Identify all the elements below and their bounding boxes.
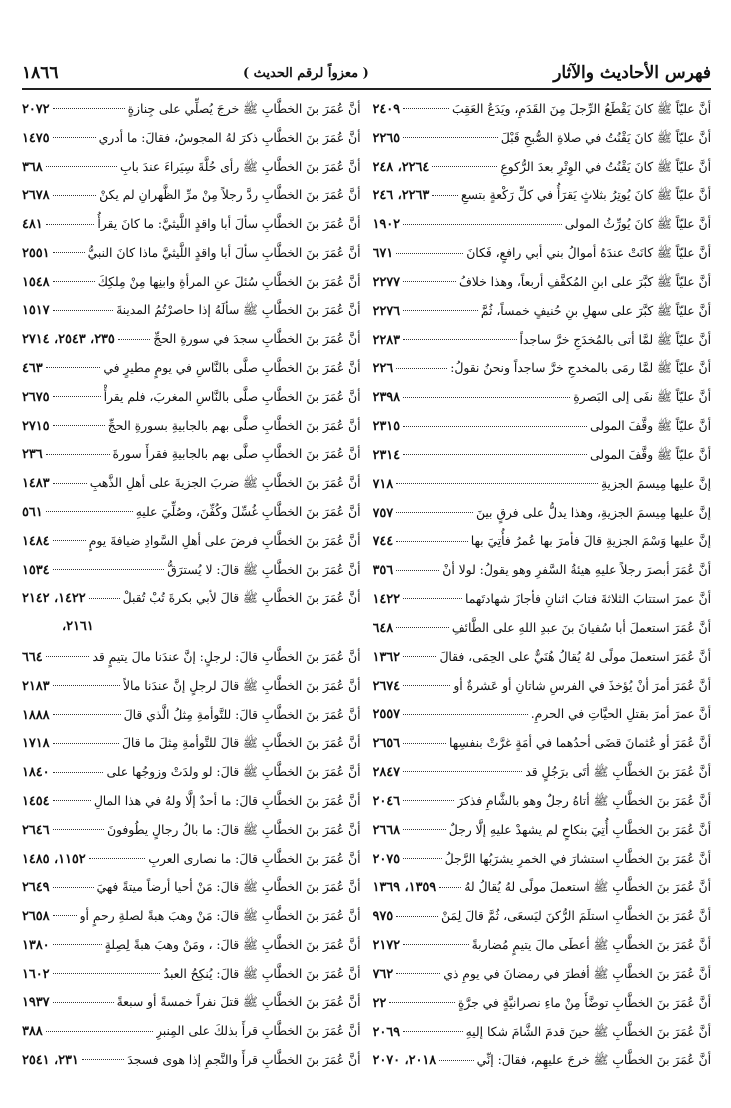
leader-dots [46, 453, 110, 455]
entry-text: أنَّ عُمَرَ بنَ الخطَّابِ ﷺ قالَ: لو ولدَتْ وزوجُها على [106, 765, 361, 780]
page-header [22, 58, 711, 90]
hadith-number: ٢٠٦٩ [372, 1024, 400, 1040]
leader-dots [403, 223, 562, 225]
hadith-number: ٢٦٤٦ [22, 822, 50, 838]
index-entry [373, 584, 712, 613]
hadith-number: ٢٦٦٨ [372, 822, 400, 838]
hadith-number: ٦٧١ [372, 246, 394, 262]
entry-text: أنَّ عُمَرَ بنَ الخطَّابِ ﷺ ضربَ الجزيةَ على أهلِ الذَّهبِ [89, 476, 361, 491]
leader-dots [53, 482, 87, 484]
hadith-number: ٧٤٤ [372, 534, 394, 550]
leader-dots [118, 338, 150, 340]
index-entry [22, 959, 361, 988]
hadith-number: ٢٢٦٣، ٢٤٦ [372, 188, 430, 204]
hadith-number: ١٩٣٧ [22, 995, 50, 1011]
leader-dots [403, 943, 469, 945]
index-entry [373, 671, 712, 700]
hadith-number: ٢٧١٥ [22, 418, 50, 434]
entry-text: أنَّ عُمَرَ بنَ الخطَّابِ صلَّى بالنَّاسِ المغربَ، فلم يقرأْ [103, 389, 361, 404]
index-entry [373, 325, 712, 354]
index-entry [22, 353, 361, 382]
leader-dots [53, 136, 96, 138]
hadith-number: ٧٥٧ [372, 505, 394, 521]
hadith-number: ٣٦٨ [22, 159, 43, 175]
page-number: ١٨٦٦ [22, 63, 59, 83]
leader-dots [403, 1030, 463, 1032]
leader-dots [403, 309, 478, 311]
entry-text: أنَّ عُمَرَ بنَ الخطَّابِ ﷺ قتلَ نفراً خمسةً أو سبعةً [116, 995, 361, 1010]
leader-dots [46, 655, 90, 657]
leader-dots [396, 367, 447, 369]
index-entry [373, 728, 712, 757]
leader-dots [403, 857, 442, 859]
leader-dots [396, 511, 473, 513]
leader-dots [403, 828, 446, 830]
index-entry [373, 901, 712, 930]
entry-text: إنَّ عليها وَسْمَ الجزيةِ قالَ فأمرَ بها عُمرُ فأُتِيَ بها [470, 534, 711, 549]
index-entry [373, 988, 712, 1017]
index-entry [373, 296, 712, 325]
leader-dots [53, 539, 86, 541]
entry-text: إنَّ عليها مِيسمَ الجزيةِ، وهذا يدلُّ على فرقٍ بينَ [475, 505, 711, 520]
entry-text: أنَّ عليّاً ﷺ كانَتْ عندَهُ أموالُ بني أبي رافعٍ، فَكانَ [466, 246, 711, 261]
hadith-number: ١٣٥٩، ١٣٦٩ [372, 880, 437, 896]
entry-text: أنَّ عُمَرَ بنَ الخطَّابِ سُئلَ عنِ المرأةِ وابنِها مِنْ مِلكِكَ [97, 274, 361, 289]
index-entry [22, 901, 361, 930]
index-entry [373, 152, 712, 181]
index-entry [22, 324, 361, 353]
leader-dots [432, 194, 458, 196]
entry-text: أنَّ عُمَرَ بنَ الخطَّابِ استلَمَ الرُّكنَ ليَسعَى، ثُمَّ قالَ لِمَنْ [441, 909, 711, 924]
leader-dots [53, 568, 165, 570]
leader-dots [53, 828, 105, 830]
entry-text: أنَّ عُمَرَ بنَ الخطَّابِ قالَ: للتَّوأمةِ مِثلُ الَّذي قالَ [123, 707, 361, 722]
index-entry [373, 757, 712, 786]
leader-dots [403, 425, 587, 427]
entry-text: أنَّ عليّاً ﷺ كانَ يَقْنُتُ في صلاةِ الصُّبحِ قَبْلَ [500, 130, 711, 145]
entry-text: أنَّ عُمَرَ بنَ الخطَّابِ قالَ: ما نصارى العربِ [148, 851, 361, 866]
entry-text: أنَّ عُمَرَ بنَ الخطَّابِ أُتِيَ بنكاحٍ لم يشهدْ عليهِ إلَّا رجلٌ [448, 822, 711, 837]
index-columns [22, 94, 711, 1074]
index-entry [373, 469, 712, 498]
index-entry [373, 209, 712, 238]
index-entry [373, 498, 712, 527]
hadith-number: ٢٢ [372, 995, 387, 1011]
entry-text: أنَّ عُمَرَ استعملَ أبا سُفيانَ بنَ عبدِ اللهِ على الطَّائفِ [451, 620, 711, 635]
entry-text: أنَّ عُمَرَ بنَ الخطَّابِ ردَّ رجلاً مِنْ مرِّ الظَّهرانِ لم يكنْ [99, 188, 361, 203]
hadith-number: ٢٦٧٥ [22, 389, 50, 405]
leader-dots [53, 886, 94, 888]
index-entry [22, 757, 361, 786]
leader-dots [46, 510, 133, 512]
hadith-number: ١٨٨٨ [22, 707, 50, 723]
leader-dots [396, 540, 468, 542]
index-entry [373, 1045, 712, 1074]
hadith-number: ٢٣١٤ [372, 447, 400, 463]
index-entry [22, 209, 361, 238]
hadith-number: ٢٢٧٦ [372, 303, 400, 319]
hadith-number: ٢٦٥٦ [372, 736, 400, 752]
hadith-number: ٢٨٤٧ [372, 765, 400, 781]
index-entry [22, 815, 361, 844]
entry-text: أنَّ عُمَرَ بنَ الخطَّابِ ﷺ قالَ لرجلٍ إنَّ عندَنا مالاً [123, 678, 361, 693]
entry-text: أنَّ عُمَرَ بنَ الخطَّابِ ﷺ خرجَ عليهِم، فقالَ: إنِّي [476, 1053, 711, 1068]
index-entry [373, 353, 712, 382]
entry-text: أنَّ عُمَرَ بنَ الخطَّابِ قرأَ بذلكَ على المِنبرِ [155, 1024, 361, 1039]
leader-dots [403, 453, 587, 455]
entry-text: أنَّ عُمَرَ أو عُثمانَ قضَى أحدُهما في أمَةٍ غرَّتْ بنفسِها [448, 736, 711, 751]
entry-text: أنَّ عليّاً ﷺ كانَ يُوتِرُ بثلاثٍ يَقرَأُ في كلِّ رَكْعةٍ بتسعِ [460, 188, 711, 203]
entry-text: أنَّ عُمَرَ بنَ الخطَّابِ ﷺ أتَى برَجُلٍ قد [525, 765, 711, 780]
index-entry [22, 238, 361, 267]
entry-text: أنَّ عُمَرَ بنَ الخطَّابِ ﷺ أتاهُ رجلٌ وهو بالشَّامِ فذكرَ [457, 793, 711, 808]
entry-text: أنَّ عليّاً ﷺ كانَ يَقْنُتُ في الوِتْرِ بعدَ الرُّكوعِ [500, 159, 711, 174]
entry-text: أنَّ عُمَرَ بنَ الخطَّابِ سجدَ في سورةِ الحجِّ [153, 332, 361, 347]
hadith-number: ١٨٤٠ [22, 765, 50, 781]
index-entry [373, 123, 712, 152]
index-entry [373, 440, 712, 469]
index-entry [373, 238, 712, 267]
leader-dots [53, 713, 121, 715]
index-entry [373, 411, 712, 440]
hadith-number: ٧٦٢ [372, 966, 394, 982]
entry-text: أنَّ عُمَرَ بنَ الخطَّابِ ﷺ رأى حُلَّةَ سِيَراءَ عندَ بابِ [120, 159, 361, 174]
leader-dots [403, 107, 449, 109]
leader-dots [53, 280, 95, 282]
entry-text: أنَّ عليّاً ﷺ نفَى إلى البَصرةِ [573, 390, 711, 405]
leader-dots [53, 194, 97, 196]
leader-dots [46, 223, 95, 225]
index-entry [22, 267, 361, 296]
hadith-number: ٢٦٧٨ [22, 188, 50, 204]
index-entry [22, 555, 361, 584]
index-entry [22, 123, 361, 152]
index-entry [22, 671, 361, 700]
hadith-number: ١٤٥٤ [22, 793, 50, 809]
leader-dots [403, 713, 528, 715]
index-entry [373, 786, 712, 815]
index-entry [22, 872, 361, 901]
hadith-number: ٢٤٠٩ [372, 102, 400, 117]
hadith-number: ٢٢٦٥ [372, 130, 400, 146]
hadith-number: ٢٦٥٨ [22, 909, 50, 925]
hadith-number: ١٥٤٨ [22, 274, 50, 290]
hadith-number: ١٦٠٢ [22, 966, 50, 982]
hadith-number: ٢٢٦٤، ٢٤٨ [372, 159, 430, 175]
index-entry [22, 1045, 361, 1074]
entry-text: أنَّ عُمَرَ بنَ الخطَّابِ ﷺ قالَ لأبي بكرةَ تُبْ تُقبلْ [122, 591, 361, 606]
index-entry [22, 786, 361, 815]
hadith-number: ٣٨٨ [22, 1024, 43, 1040]
entry-text: أنَّ عُمَرَ بنَ الخطَّابِ ﷺ سألَهُ إذا حاصرْتُمُ المدينةَ [116, 303, 361, 318]
entry-text: أنَّ عُمَرَ بنَ الخطَّابِ ﷺ قالَ: يُنكِحُ العبدُ [163, 966, 361, 981]
leader-dots [53, 1001, 114, 1003]
hadith-number: ١٤٨٣ [22, 476, 50, 492]
index-entry [22, 642, 361, 671]
entry-text: أنَّ عُمَرَ بنَ الخطَّابِ ﷺ قالَ: لا يُسترَقُّ [167, 562, 361, 577]
leader-dots [403, 684, 450, 686]
leader-dots [89, 857, 146, 859]
entry-text: إنَّ عليها مِيسمَ الجزيةِ [600, 476, 711, 491]
hadith-number: ٢٠٧٢ [22, 102, 50, 117]
hadith-number: ٣٥٦ [372, 563, 394, 579]
entry-text: أنَّ عُمَرَ أبصرَ رجلاً عليهِ هيئةُ السَّفرِ وهو يقولُ: لولا أنْ [442, 563, 711, 578]
hadith-number: ٢٦٧٤ [372, 678, 400, 694]
entry-text: أنَّ عليّاً ﷺ كبَّرَ على ابنِ المُكفَّفِ أربعاً، وهذا خلافُ [459, 274, 711, 289]
index-entry [22, 526, 361, 555]
hadith-number: ٢٢٦ [372, 361, 394, 377]
leader-dots [439, 886, 461, 888]
left-column [22, 94, 361, 1074]
leader-dots [82, 1058, 125, 1060]
leader-dots [396, 626, 449, 628]
entry-text: أنَّ عُمَرَ بنَ الخطَّابِ غُسِّلَ وكُفِّنَ، وصُلِّيَ عليهِ [135, 504, 361, 519]
entry-text: أنَّ عُمَرَ بنَ الخطَّابِ ﷺ قالَ: مَنْ أحيا أرضاً ميتةً فهيَ [96, 880, 361, 895]
entry-text: أنَّ عليّاً ﷺ لمَّا أتى بالمُخدَجِ خرَّ ساجداً [519, 332, 711, 347]
index-entry [373, 699, 712, 728]
leader-dots [403, 770, 522, 772]
hadith-number: ٢٣٥، ٢٥٤٣، ٢٧١٤ [22, 332, 115, 348]
index-entry [373, 959, 712, 988]
hadith-number: ٢٥٥١ [22, 245, 50, 261]
entry-text: أنَّ عليّاً ﷺ لمَّا رمَى بالمخدجِ خرَّ ساجداً ونحنُ نقولُ: [450, 361, 711, 376]
entry-text: أنَّ عمرَ استتابَ الثلاثةَ فتابَ اثنانِ فأجازَ شهادتَهما [464, 592, 711, 607]
index-subtitle: ( معزواً لرقم الحديث ) [242, 65, 369, 81]
index-entry [373, 815, 712, 844]
entry-text: أنَّ عُمَرَ بنَ الخطَّابِ صلَّى بهم بالجابيةِ فقرأَ سورةَ [112, 447, 361, 462]
hadith-number: ٢٣١، ٢٥٤١ [22, 1053, 79, 1068]
index-entry [373, 844, 712, 873]
leader-dots [53, 251, 85, 253]
entry-text: أنَّ عُمَرَ بنَ الخطَّابِ قالَ: لرجلٍ: إنَّ عندَنا مالَ يتيمٍ قد [92, 650, 361, 665]
hadith-number: ١٤٧٥ [22, 130, 50, 146]
hadith-number: ١٥٣٤ [22, 562, 50, 578]
entry-text: أنَّ عُمَرَ بنَ الخطَّابِ قالَ: ما أحدٌ إلَّا ولهُ في هذا المالِ [93, 793, 361, 808]
entry-text: أنَّ عليّاً ﷺ وقَّفَ المولى [590, 447, 711, 462]
index-entry [22, 930, 361, 959]
hadith-number: ٢٠٧٥ [372, 851, 400, 867]
hadith-number: ١٣٨٠ [22, 937, 50, 953]
leader-dots [403, 280, 456, 282]
index-entry [22, 987, 361, 1016]
index-entry [22, 700, 361, 729]
hadith-number: ١٩٠٢ [372, 217, 400, 233]
hadith-number: ٤٦٣ [22, 361, 43, 377]
right-column [373, 94, 712, 1074]
leader-dots [53, 309, 114, 311]
leader-dots [403, 597, 462, 599]
entry-text: أنَّ عليّاً ﷺ كانَ يُورِّثُ المولى [564, 217, 711, 232]
leader-dots [403, 338, 517, 340]
hadith-number: ٢٥٥٧ [372, 707, 400, 723]
leader-dots [396, 252, 463, 254]
index-entry [22, 152, 361, 181]
index-entry [22, 94, 361, 123]
index-entry [22, 1016, 361, 1045]
entry-text: أنَّ عليّاً ﷺ وقَّفَ المولى [590, 419, 711, 434]
entry-text: أنَّ عُمَرَ بنَ الخطَّابِ قرأَ والنَّجمِ إذا هوى فسجدَ [127, 1053, 361, 1067]
index-entry [373, 526, 712, 555]
hadith-number: ٩٧٥ [372, 909, 394, 925]
entry-text: أنَّ عُمَرَ بنَ الخطَّابِ ذكرَ لهُ المجوسُ، فقالَ: ما أدري [98, 130, 361, 145]
entry-text: أنَّ عُمَرَ بنَ الخطَّابِ ﷺ حينَ قدمَ الشَّامَ شكا إليهِ [465, 1024, 711, 1039]
hadith-number: ٢٢٨٣ [372, 332, 400, 348]
entry-text: أنَّ عُمَرَ بنَ الخطَّابِ سألَ أبا واقدٍ اللَّيثيَّ: ما كانَ يقرأُ [97, 217, 361, 232]
hadith-number: ٢٠٤٦ [372, 793, 400, 809]
entry-text: أنَّ عليّاً ﷺ كانَ يَقْطَعُ الرِّجلَ مِنَ القَدَمِ، ويَدَعُ العَقِبَ [451, 102, 711, 116]
entry-text: أنَّ عُمَرَ بنَ الخطَّابِ ﷺ قالَ للتَّوأمةِ مِثلَ ما قالَ [121, 736, 361, 751]
leader-dots [403, 742, 446, 744]
hadith-number: ١٤٨٤ [22, 533, 50, 549]
hadith-number: ١٤٢٢، ٢١٤٢ [22, 591, 86, 607]
index-entry [373, 1017, 712, 1046]
entry-text: أنَّ عُمَرَ بنَ الخطَّابِ سألَ أبا واقدٍ اللَّيثيَّ ماذا كانَ النبيُّ [87, 245, 361, 260]
leader-dots [46, 165, 117, 167]
leader-dots [53, 771, 104, 773]
index-entry [373, 555, 712, 584]
entry-text: أنَّ عُمَرَ بنَ الخطَّابِ صلَّى بهم بالجابيةِ بسورةِ الحجِّ [107, 418, 361, 433]
leader-dots [439, 1059, 474, 1061]
leader-dots [389, 1001, 455, 1003]
index-entry [22, 844, 361, 873]
entry-text: أنَّ عليّاً ﷺ كبَّرَ على سهلِ بنِ حُنيفٍ خمساً، ثُمَّ [480, 303, 711, 318]
leader-dots [53, 107, 125, 109]
index-entry [22, 439, 361, 468]
index-entry [22, 497, 361, 526]
leader-dots [403, 799, 454, 801]
leader-dots [53, 914, 77, 916]
hadith-number: ٢١٨٣ [22, 678, 50, 694]
hadith-number: ٢٢٧٧ [372, 274, 400, 290]
leader-dots [53, 972, 161, 974]
index-entry [22, 583, 361, 612]
hadith-number: ٤٨١ [22, 217, 43, 233]
hadith-number: ١٣٦٢ [372, 649, 400, 665]
leader-dots [396, 915, 438, 917]
index-entry [373, 94, 712, 123]
hadith-number: ٦٤٨ [372, 620, 394, 636]
leader-dots [396, 569, 439, 571]
index-entry [22, 411, 361, 440]
hadith-number: ٢٦٤٩ [22, 880, 50, 896]
leader-dots [89, 597, 120, 599]
entry-text: أنَّ عُمَرَ استعملَ مولًى لهُ يُقالُ هُنَيٌّ على الحِمَى، فقالَ [439, 649, 711, 664]
index-entry [373, 267, 712, 296]
entry-text: أنَّ عُمَرَ أمرَ أنْ يُؤخذَ في الفرسِ شاتانِ أو عَشرةٌ أو [453, 678, 711, 693]
leader-dots [46, 1030, 153, 1032]
leader-dots [46, 366, 101, 368]
leader-dots [396, 482, 598, 484]
hadith-number: ٢٣١٥ [372, 419, 400, 435]
leader-dots [396, 972, 440, 974]
index-entry [22, 382, 361, 411]
entry-text: أنَّ عُمَرَ بنَ الخطَّابِ ﷺ قالَ: مَنْ وهبَ هبةً لصلةِ رحمٍ أو [79, 909, 361, 924]
hadith-number: ٢٠١٨، ٢٠٧٠ [372, 1053, 437, 1069]
leader-dots [53, 799, 91, 801]
index-entry [373, 382, 712, 411]
leader-dots [53, 742, 119, 744]
index-entry [373, 642, 712, 671]
hadith-number: ٦٦٤ [22, 650, 43, 666]
index-entry [373, 180, 712, 209]
hadith-number: ١٤٢٢ [372, 592, 400, 608]
hadith-number: ٢٣٦ [22, 447, 43, 463]
leader-dots [432, 165, 497, 167]
leader-dots [53, 684, 121, 686]
hadith-number: ١٥١٧ [22, 303, 50, 319]
entry-text: أنَّ عُمَرَ بنَ الخطَّابِ فرضَ على أهلِ السَّوادِ ضيافةَ يومٍ [88, 533, 361, 548]
entry-text: أنَّ عُمَرَ بنَ الخطَّابِ صلَّى بالنَّاسِ في يومٍ مطيرٍ في [103, 361, 361, 376]
entry-text: أنَّ عمرَ أمرَ بقتلِ الحيَّاتِ في الحرمِ. [530, 707, 711, 722]
entry-text: أنَّ عُمَرَ بنَ الخطَّابِ ﷺ استعملَ مولًى لهُ يُقالُ لهُ [464, 880, 711, 895]
entry-continuation: ٢١٦١، [62, 619, 94, 635]
leader-dots [403, 136, 498, 138]
entry-text: أنَّ عُمَرَ بنَ الخطَّابِ ﷺ أفطرَ في رمضانَ في يومِ ذي [443, 966, 711, 981]
leader-dots [53, 424, 105, 426]
hadith-number: ١١٥٢، ١٤٨٥ [22, 851, 86, 867]
entry-text: أنَّ عُمَرَ بنَ الخطَّابِ استشارَ في الخمرِ يشرَبُها الرَّجلُ [444, 851, 711, 866]
index-entry [22, 295, 361, 324]
leader-dots [53, 395, 101, 397]
entry-text: أنَّ عُمَرَ بنَ الخطَّابِ ﷺ أعطَى مالَ يتيمٍ مُضاربةً [471, 938, 711, 953]
index-entry [373, 872, 712, 901]
entry-text: أنَّ عُمَرَ بنَ الخطَّابِ ﷺ قالَ: ما بالُ رجالٍ يطُوفونَ [107, 822, 361, 837]
index-entry [22, 180, 361, 209]
index-entry [22, 468, 361, 497]
hadith-number: ٢١٧٢ [372, 938, 400, 954]
index-entry [373, 930, 712, 959]
entry-text: أنَّ عُمَرَ بنَ الخطَّابِ توضَّأَ مِنْ ماءِ نصرانيَّةٍ في جرَّةٍ [457, 995, 711, 1010]
index-entry [22, 728, 361, 757]
hadith-number: ١٧١٨ [22, 736, 50, 752]
hadith-number: ٥٦١ [22, 504, 43, 520]
index-entry [373, 613, 712, 642]
leader-dots [403, 655, 436, 657]
entry-text: أنَّ عُمَرَ بنَ الخطَّابِ ﷺ خرجَ يُصلِّي على جِنازةٍ [127, 102, 361, 116]
index-title: فهرس الأحاديث والآثار [553, 63, 711, 83]
hadith-number: ٧١٨ [372, 476, 394, 492]
leader-dots [403, 396, 570, 398]
leader-dots [53, 943, 102, 945]
hadith-number: ٢٣٩٨ [372, 390, 400, 406]
entry-text: أنَّ عُمَرَ بنَ الخطَّابِ ﷺ قالَ: ، ومَنْ وهبَ هبةً لِصِلةٍ [104, 937, 361, 952]
